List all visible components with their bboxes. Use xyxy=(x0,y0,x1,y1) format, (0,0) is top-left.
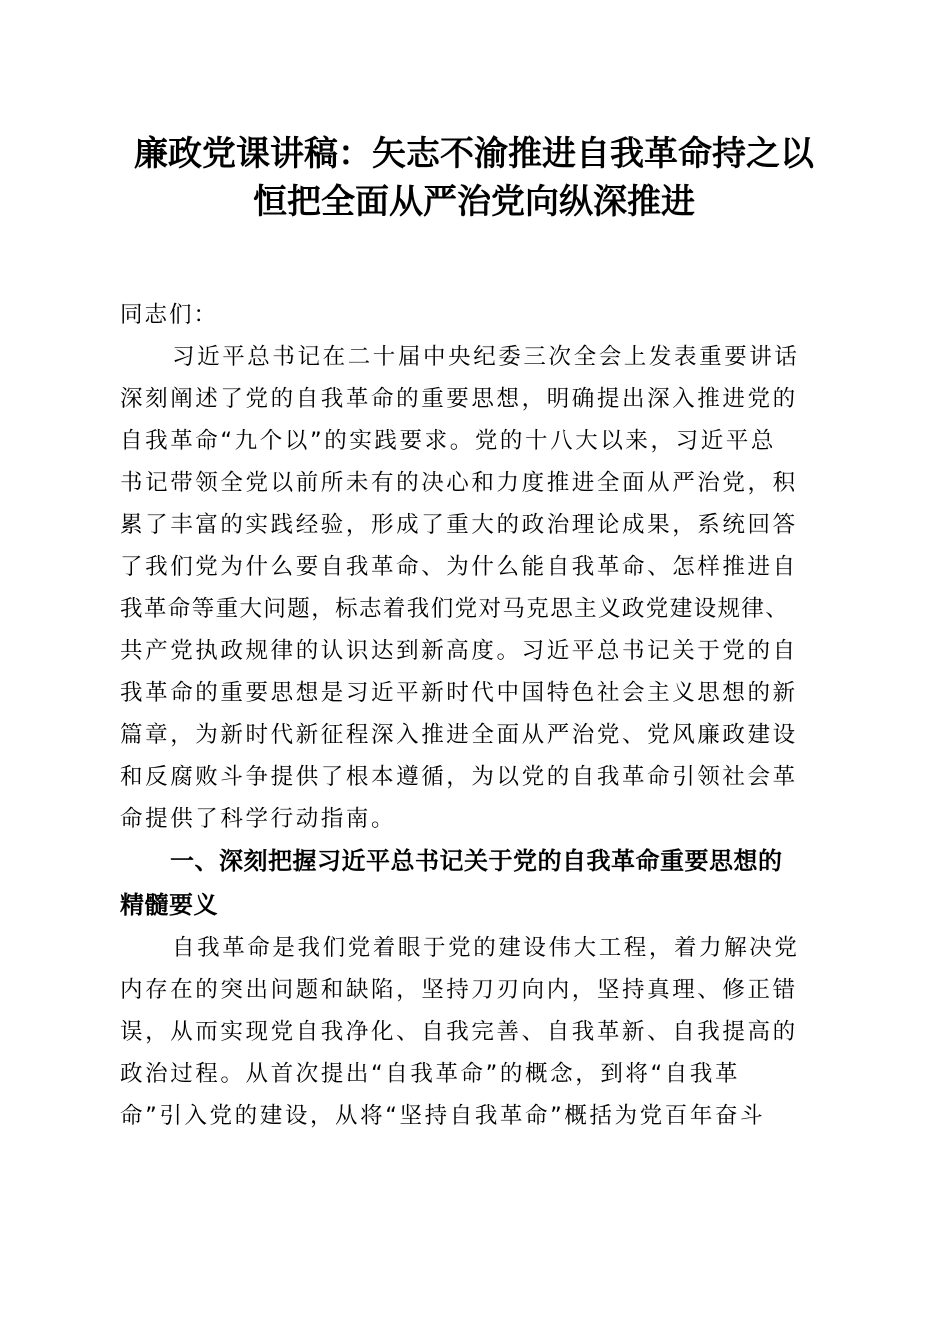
title-line-2: 恒把全面从严治党向纵深推进 xyxy=(253,182,695,222)
paragraph-line: 了我们党为什么要自我革命、为什么能自我革命、怎样推进自 xyxy=(120,554,798,580)
paragraph-line: 我革命等重大问题，标志着我们党对马克思主义政党建设规律、 xyxy=(120,596,790,622)
paragraph-line: 和反腐败斗争提供了根本遵循，为以党的自我革命引领社会革 xyxy=(120,764,798,790)
title-line-1: 廉政党课讲稿：矢志不渝推进自我革命持之以 xyxy=(134,134,814,174)
paragraph-line: 篇章，为新时代新征程深入推进全面从严治党、党风廉政建设 xyxy=(120,722,798,748)
intro-paragraph xyxy=(120,336,828,840)
section-paragraph xyxy=(120,927,828,1137)
document-page xyxy=(120,130,828,1137)
paragraph-line: 书记带领全党以前所未有的决心和力度推进全面从严治党，积 xyxy=(120,470,798,496)
paragraph-line: 习近平总书记在二十届中央纪委三次全会上发表重要讲话 xyxy=(172,344,800,370)
paragraph-line: 政治过程。从首次提出“自我革命”的概念，到将“自我革 xyxy=(120,1061,741,1087)
paragraph-line: 累了丰富的实践经验，形成了重大的政治理论成果，系统回答 xyxy=(120,512,798,538)
heading-line-2: 精髓要义 xyxy=(120,891,218,919)
heading-line-1: 一、深刻把握习近平总书记关于党的自我革命重要思想的 xyxy=(170,847,783,875)
paragraph-line: 命提供了科学行动指南。 xyxy=(120,806,397,832)
paragraph-line: 深刻阐述了党的自我革命的重要思想，明确提出深入推进党的 xyxy=(120,386,798,412)
paragraph-line: 自我革命“九个以”的实践要求。党的十八大以来，习近平总 xyxy=(120,428,777,454)
section-heading xyxy=(120,839,828,927)
paragraph-line: 我革命的重要思想是习近平新时代中国特色社会主义思想的新 xyxy=(120,680,798,706)
paragraph-line: 共产党执政规律的认识达到新高度。习近平总书记关于党的自 xyxy=(120,638,798,664)
paragraph-line: 自我革命是我们党着眼于党的建设伟大工程，着力解决党 xyxy=(172,935,800,961)
document-title xyxy=(120,130,828,226)
salutation: 同志们： xyxy=(120,302,219,328)
paragraph-line: 命”引入党的建设，从将“坚持自我革命”概括为党百年奋斗 xyxy=(120,1103,766,1129)
paragraph-line: 内存在的突出问题和缺陷，坚持刀刃向内，坚持真理、修正错 xyxy=(120,977,798,1003)
paragraph-line: 误，从而实现党自我净化、自我完善、自我革新、自我提高的 xyxy=(120,1019,798,1045)
